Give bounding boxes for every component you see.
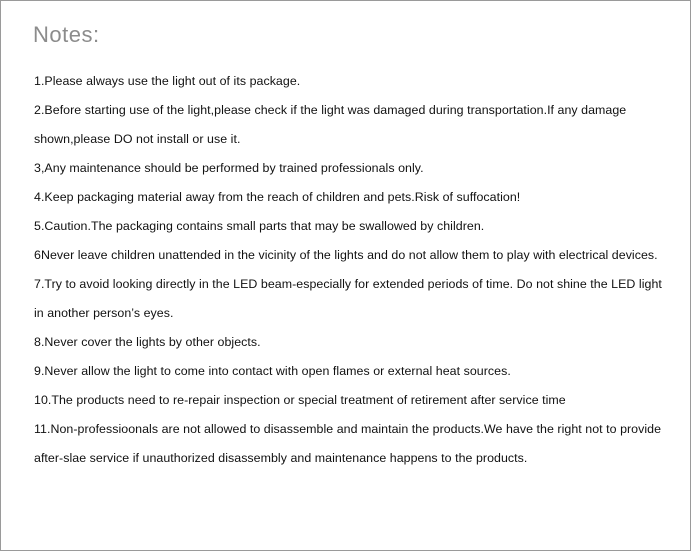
note-item: 4.Keep packaging material away from the reach of children and pets.Risk of suffocation! [34, 190, 521, 204]
note-item: 1.Please always use the light out of its package. [34, 74, 301, 88]
note-item: 5.Caution.The packaging contains small parts that may be swallowed by children. [34, 219, 485, 233]
notes-list [34, 67, 662, 473]
note-item: 3,Any maintenance should be performed by trained professionals only. [34, 161, 424, 175]
note-item: 10.The products need to re-repair inspection or special treatment of retirement after service time [34, 393, 566, 407]
note-item: 9.Never allow the light to come into contact with open flames or external heat sources. [34, 364, 511, 378]
note-item: 8.Never cover the lights by other objects. [34, 335, 261, 349]
note-item: 11.Non-professioonals are not allowed to disassemble and maintain the products.We have the right not to provide after-slae service if unauthorized disassembly and maintenance happens to the products. [34, 422, 662, 465]
note-item: 2.Before starting use of the light,please check if the light was damaged during transportation.If any damage shown,please DO not install or use it. [34, 103, 627, 146]
notes-title: Notes: [33, 22, 100, 47]
note-item: 6Never leave children unattended in the vicinity of the lights and do not allow them to play with electrical devices. [34, 248, 658, 262]
note-item: 7.Try to avoid looking directly in the LED beam-especially for extended periods of time. Do not shine the LED light in another person’s eyes. [34, 277, 662, 320]
